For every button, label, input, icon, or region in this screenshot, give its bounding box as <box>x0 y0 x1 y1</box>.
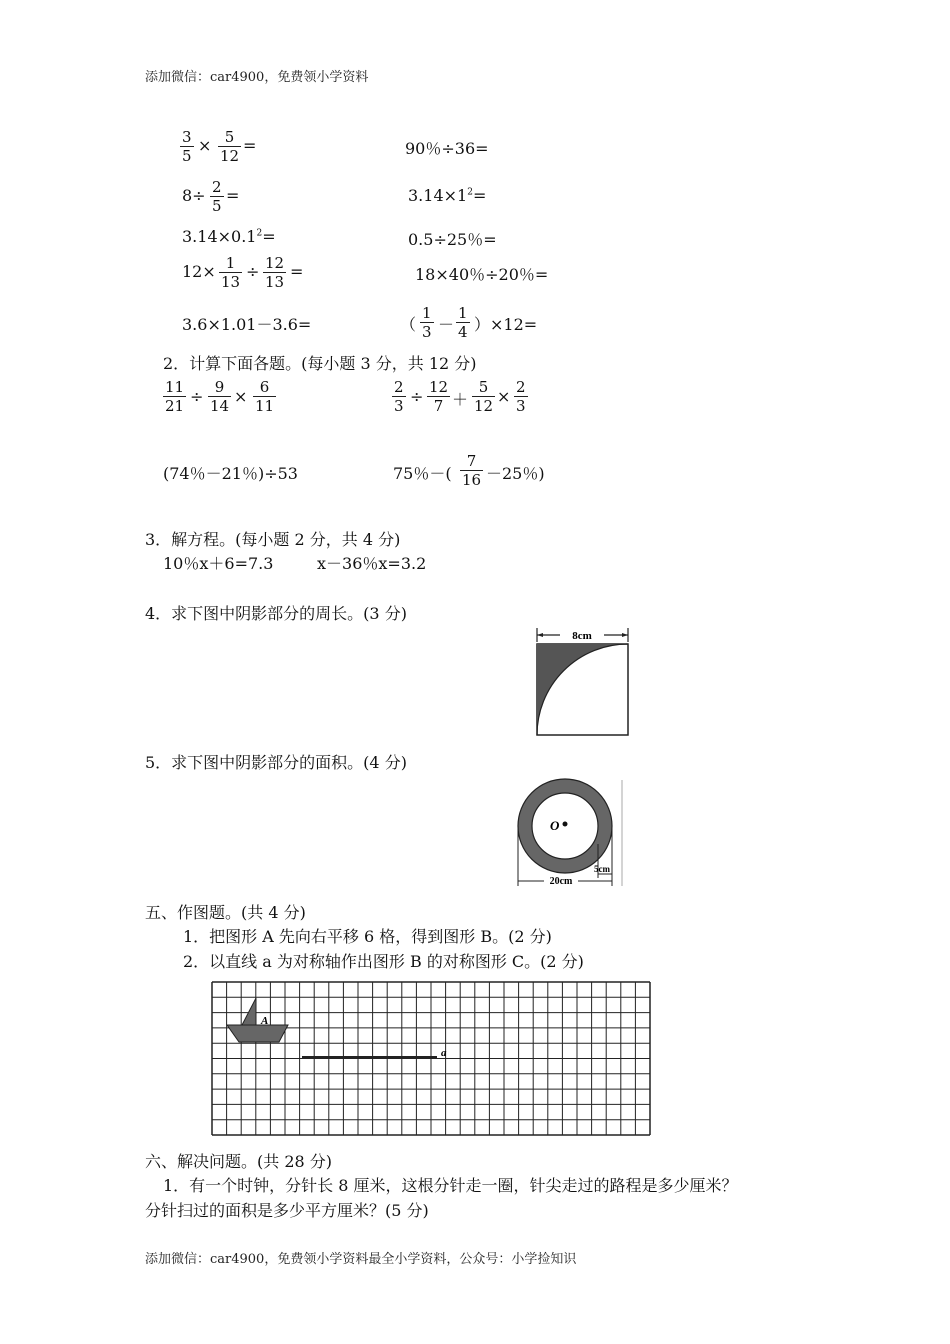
dimension-label: 8cm <box>572 630 592 642</box>
oral-row-5a: 3.6×1.01－3.6= <box>182 315 312 334</box>
operator: ÷ <box>410 387 424 406</box>
equals: = <box>243 136 257 155</box>
s6-problem-1-line-2: 分针扫过的面积是多少平方厘米？(5 分) <box>145 1201 429 1220</box>
q4-figure <box>530 626 634 740</box>
q2-title: 2．计算下面各题。(每小题 3 分，共 12 分) <box>163 354 477 373</box>
fraction: $\frac{2}{5}$ <box>212 178 222 215</box>
q4-title: 4．求下图中阴影部分的周长。(3 分) <box>145 604 407 623</box>
oral-row-2b: $3.14\times 1^2=$ <box>408 186 487 205</box>
operator: × <box>497 387 511 406</box>
expr-suffix: －25％) <box>486 464 545 483</box>
equals: = <box>290 262 304 281</box>
fraction: $\frac{7}{16}$ <box>462 452 482 489</box>
q3-equation-1: 10％x＋6=7.3 <box>163 554 274 573</box>
line-a-label: a <box>441 1047 447 1059</box>
fraction: $\frac{1}{4}$ <box>458 304 468 341</box>
s6-title: 六、解决问题。(共 28 分) <box>145 1152 333 1171</box>
s6-problem-1-line-1: 1．有一个时钟，分针长 8 厘米，这根分针走一圈，针尖走过的路程是多少厘米？ <box>163 1176 738 1195</box>
s5-item-2: 2．以直线 a 为对称轴作出图形 B 的对称图形 C。(2 分) <box>183 952 584 971</box>
q2-expr-3: (74％－21％)÷53 <box>163 464 298 483</box>
operator: ÷ <box>246 262 260 281</box>
fraction: $\frac{12}{13}$ <box>265 254 285 291</box>
paren-close: ）×12= <box>474 315 538 334</box>
fraction: $\frac{9}{14}$ <box>210 378 230 415</box>
fraction: $\frac{1}{13}$ <box>221 254 241 291</box>
oral-row-3a: $3.14\times 0.1^2=$ <box>182 227 276 246</box>
footer-text: 添加微信：car4900，免费领小学资料最全小学资料，公众号：小学捡知识 <box>145 1252 577 1267</box>
q3-title: 3．解方程。(每小题 2 分，共 4 分) <box>145 530 401 549</box>
center-label: O <box>550 818 560 833</box>
fraction: $\frac{12}{7}$ <box>429 378 449 415</box>
fraction: $\frac{6}{11}$ <box>255 378 275 415</box>
expr-prefix: 12× <box>182 262 216 281</box>
equals: = <box>226 186 240 205</box>
q3-equation-2: x－36％x=3.2 <box>317 554 427 573</box>
expr-prefix: 8÷ <box>182 186 206 205</box>
header-text: 添加微信：car4900，免费领小学资料 <box>145 70 369 85</box>
q5-figure <box>514 774 628 890</box>
fraction: $\frac{2}{3}$ <box>394 378 404 415</box>
operator: × <box>198 136 212 155</box>
ring-width-label: 5cm <box>594 864 610 874</box>
fraction: $\frac{11}{21}$ <box>165 378 185 415</box>
operator: ＋ <box>452 390 469 409</box>
figure-a-label: A <box>261 1015 269 1027</box>
oral-row-1b: 90％÷36= <box>405 139 489 158</box>
q5-title: 5．求下图中阴影部分的面积。(4 分) <box>145 753 407 772</box>
fraction: $\frac{1}{3}$ <box>422 304 432 341</box>
expr-prefix: 75％－( <box>393 464 452 483</box>
oral-row-3b: 0.5÷25％= <box>408 230 497 249</box>
drawing-grid <box>211 981 651 1136</box>
operator: － <box>438 315 455 334</box>
s5-item-1: 1．把图形 A 先向右平移 6 格，得到图形 B。(2 分) <box>183 927 552 946</box>
fraction: $\frac{5}{12}$ <box>220 128 240 165</box>
operator: ÷ <box>190 387 204 406</box>
outer-diameter-label: 20cm <box>549 876 573 887</box>
fraction: $\frac{2}{3}$ <box>516 378 526 415</box>
oral-row-4b: 18×40％÷20％= <box>415 265 549 284</box>
operator: × <box>234 387 248 406</box>
fraction: $\frac{3}{5}$ <box>182 128 192 165</box>
fraction: $\frac{5}{12}$ <box>474 378 494 415</box>
s5-title: 五、作图题。(共 4 分) <box>145 903 306 922</box>
paren-open: （ <box>400 315 417 334</box>
